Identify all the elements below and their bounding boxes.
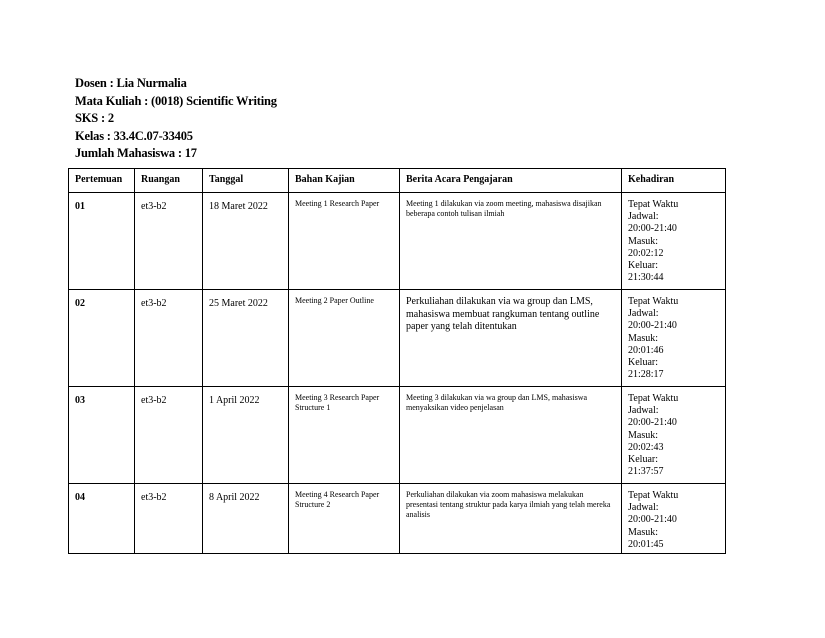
cell-bahan-kajian: Meeting 2 Paper Outline — [289, 290, 400, 387]
document-header — [75, 75, 277, 163]
col-header-tanggal: Tanggal — [203, 169, 289, 193]
kehadiran-jadwal-value: 20:00-21:40 — [628, 223, 677, 235]
kehadiran-masuk-value: 20:01:46 — [628, 344, 664, 356]
kehadiran-status: Tepat Waktu — [628, 199, 679, 210]
kehadiran-status: Tepat Waktu — [628, 393, 679, 404]
kehadiran-keluar-label: Keluar: — [628, 357, 658, 369]
kehadiran-keluar-value: 21:28:17 — [628, 369, 664, 381]
cell-bahan-kajian: Meeting 3 Research Paper Structure 1 — [289, 387, 400, 484]
cell-bahan-kajian: Meeting 4 Research Paper Structure 2 — [289, 484, 400, 554]
cell-berita-acara: Meeting 3 dilakukan via wa group dan LMS, mahasiswa menyaksikan video penjelasan — [400, 387, 622, 484]
kehadiran-jadwal-label: Jadwal: — [628, 308, 659, 320]
kehadiran-keluar-value: 21:30:44 — [628, 272, 664, 284]
kelas-line: Kelas : 33.4C.07-33405 — [75, 128, 193, 143]
cell-ruangan: et3-b2 — [135, 193, 203, 290]
kehadiran-masuk-label: Masuk: — [628, 526, 658, 538]
cell-kehadiran — [622, 387, 726, 484]
cell-pertemuan: 01 — [69, 193, 135, 290]
cell-kehadiran — [622, 290, 726, 387]
cell-ruangan: et3-b2 — [135, 387, 203, 484]
kehadiran-jadwal-label: Jadwal: — [628, 211, 659, 223]
kehadiran-jadwal-value: 20:00-21:40 — [628, 320, 677, 332]
col-header-berita-acara: Berita Acara Pengajaran — [400, 169, 622, 193]
cell-pertemuan: 02 — [69, 290, 135, 387]
cell-tanggal: 25 Maret 2022 — [203, 290, 289, 387]
sks-line: SKS : 2 — [75, 111, 114, 125]
cell-bahan-kajian: Meeting 1 Research Paper — [289, 193, 400, 290]
kehadiran-status: Tepat Waktu — [628, 490, 679, 501]
cell-berita-acara: Perkuliahan dilakukan via wa group dan LMS, mahasiswa membuat rangkuman tentang outline paper yang telah ditentukan — [400, 290, 622, 387]
kehadiran-keluar-value: 21:37:57 — [628, 466, 664, 478]
col-header-ruangan: Ruangan — [135, 169, 203, 193]
cell-tanggal: 1 April 2022 — [203, 387, 289, 484]
cell-pertemuan: 03 — [69, 387, 135, 484]
kehadiran-masuk-label: Masuk: — [628, 332, 658, 344]
attendance-table — [68, 168, 726, 554]
table-row — [69, 484, 726, 554]
dosen-line: Dosen : Lia Nurmalia — [75, 76, 187, 90]
cell-berita-acara: Perkuliahan dilakukan via zoom mahasiswa melakukan presentasi tentang struktur pada karya ilmiah yang telah mereka analisis — [400, 484, 622, 554]
kehadiran-jadwal-value: 20:00-21:40 — [628, 514, 677, 526]
cell-tanggal: 8 April 2022 — [203, 484, 289, 554]
col-header-pertemuan: Pertemuan — [69, 169, 135, 193]
cell-tanggal: 18 Maret 2022 — [203, 193, 289, 290]
kehadiran-jadwal-value: 20:00-21:40 — [628, 417, 677, 429]
kehadiran-masuk-label: Masuk: — [628, 429, 658, 441]
kehadiran-masuk-label: Masuk: — [628, 235, 658, 247]
col-header-kehadiran: Kehadiran — [622, 169, 726, 193]
kehadiran-jadwal-label: Jadwal: — [628, 502, 659, 514]
kehadiran-masuk-value: 20:02:12 — [628, 247, 664, 259]
kehadiran-jadwal-label: Jadwal: — [628, 405, 659, 417]
kehadiran-keluar-label: Keluar: — [628, 260, 658, 272]
kehadiran-masuk-value: 20:02:43 — [628, 441, 664, 453]
cell-kehadiran — [622, 193, 726, 290]
kehadiran-masuk-value: 20:01:45 — [628, 538, 664, 550]
table-row — [69, 387, 726, 484]
jumlah-mahasiswa-line: Jumlah Mahasiswa : 17 — [75, 146, 197, 160]
kehadiran-keluar-label: Keluar: — [628, 454, 658, 466]
cell-kehadiran — [622, 484, 726, 554]
mata-kuliah-line: Mata Kuliah : (0018) Scientific Writing — [75, 93, 277, 108]
cell-berita-acara: Meeting 1 dilakukan via zoom meeting, mahasiswa disajikan beberapa contoh tulisan ilmiah — [400, 193, 622, 290]
col-header-bahan-kajian: Bahan Kajian — [289, 169, 400, 193]
cell-ruangan: et3-b2 — [135, 484, 203, 554]
cell-ruangan: et3-b2 — [135, 290, 203, 387]
table-row — [69, 193, 726, 290]
kehadiran-status: Tepat Waktu — [628, 296, 679, 307]
table-row — [69, 290, 726, 387]
cell-pertemuan: 04 — [69, 484, 135, 554]
table-header-row — [69, 169, 726, 193]
